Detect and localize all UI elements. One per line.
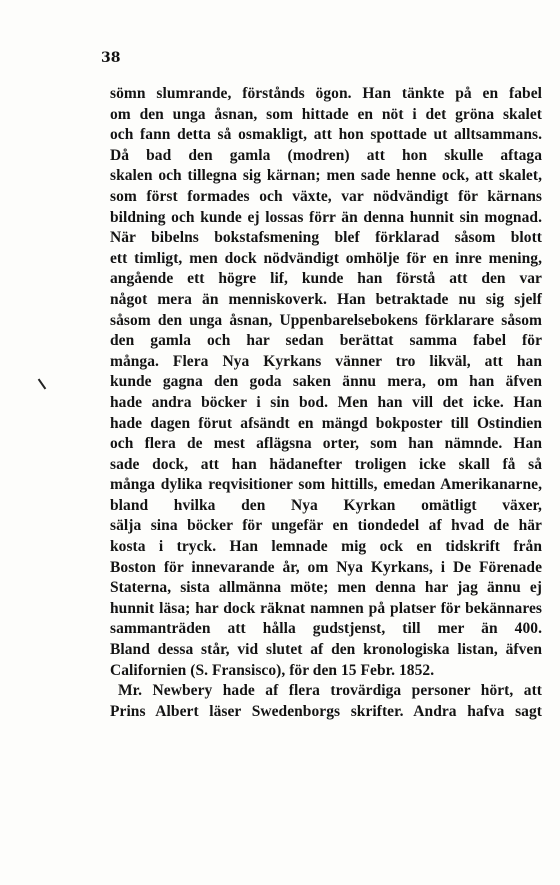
text-line: sälja sina böcker för ungefär en tiondedel af hvad de här bbox=[110, 517, 542, 535]
text-line: såsom den unga åsnan, Uppenbarelsebokens förklarare såsom bbox=[110, 311, 542, 329]
text-line: Californien (S. Fransisco), för den 15 Febr. 1852. bbox=[110, 661, 435, 679]
text-line: kosta i tryck. Han lemnade mig ock en tidskrift från bbox=[110, 538, 542, 556]
text-line: kunde gagna den goda saken ännu mera, om han äfven bbox=[110, 373, 542, 391]
text-line: om den unga åsnan, som hittade en nöt i det gröna skalet bbox=[110, 105, 542, 123]
text-line: många dylika reqvisitioner som hittills, emedan Amerikanarne, bbox=[110, 476, 542, 494]
text-line: Då bad den gamla (modren) att hon skulle aftaga bbox=[110, 146, 542, 164]
text-line: bildning och kunde ej lossas förr än denna hunnit sin mognad. bbox=[110, 208, 542, 226]
text-line: hunnit läsa; har dock räknat namnen på platser för bekännares bbox=[110, 599, 542, 617]
text-line: sömn slumrande, förstånds ögon. Han tänkte på en fabel bbox=[110, 85, 542, 102]
text-line: något mera än menniskoverk. Han betraktade nu sig sjelf bbox=[110, 290, 542, 308]
text-line: Mr. Newbery hade af flera trovärdiga personer hört, att bbox=[118, 682, 542, 700]
text-line: många. Flera Nya Kyrkans vänner tro likväl, att han bbox=[110, 352, 542, 370]
text-line: sammanträden att hålla gudstjenst, till mer än 400. bbox=[110, 620, 542, 638]
text-line: skalen och tillegna sig kärnan; men sade henne ock, att skalet, bbox=[110, 167, 542, 185]
page-number: 38 bbox=[101, 50, 121, 66]
text-line: När bibelns bokstafsmening blef förklarad såsom blott bbox=[110, 229, 542, 247]
text-line: och flera de mest aflägsna orter, som han nämnde. Han bbox=[110, 435, 542, 453]
body-text bbox=[110, 84, 542, 722]
text-line: och fann detta så osmakligt, att hon spottade ut alltsammans. bbox=[110, 126, 542, 144]
text-line: Prins Albert läser Swedenborgs skrifter. Andra hafva sagt bbox=[110, 702, 542, 720]
text-line: angående ett högre lif, kunde han förstå att den var bbox=[110, 270, 542, 288]
text-line: den gamla och har sedan berättat samma fabel för bbox=[110, 332, 542, 350]
text-line: ett timligt, men dock nödvändigt omhölje för en inre mening, bbox=[110, 249, 542, 267]
text-line: sade dock, att han hädanefter troligen icke skall få så bbox=[110, 455, 542, 473]
margin-mark bbox=[38, 379, 47, 390]
text-line: hade andra böcker i sin bod. Men han vill det icke. Han bbox=[110, 393, 542, 411]
text-line: som först formades och växte, var nödvändigt för kärnans bbox=[110, 187, 542, 205]
text-line: Bland dessa står, vid slutet af den kronologiska listan, äfven bbox=[110, 641, 542, 659]
text-line: Boston för innevarande år, om Nya Kyrkans, i De Förenade bbox=[110, 558, 542, 576]
text-line: bland hvilka den Nya Kyrkan omätligt växer, bbox=[110, 496, 542, 514]
text-line: hade dagen förut afsändt en mängd bokposter till Ostindien bbox=[110, 414, 542, 432]
text-line: Staterna, sista allmänna möte; men denna har jag ännu ej bbox=[110, 579, 542, 597]
